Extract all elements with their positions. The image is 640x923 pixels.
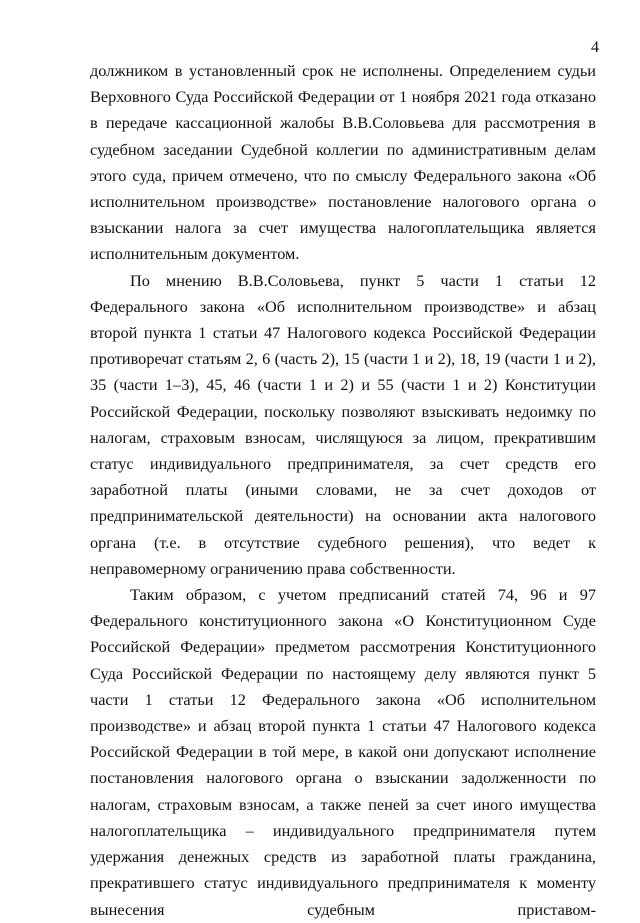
paragraph-continuation: должником в установленный срок не исполнены. Определением судьи Верховного Суда Российской Федерации от 1 ноября 2021 года отказано в передаче кассационной жалобы В.В.Соловьева для рассмотрения в судебном заседании Судебной коллегии по административным делам этого суда, причем отмечено, что по смыслу Федерального закона «Об исполнительном производстве» постановление налогового органа о взыскании налога за счет имущества налогоплательщика является исполнительным документом. bbox=[90, 61, 596, 264]
paragraph-applicant-position: По мнению В.В.Соловьева, пункт 5 части 1 статьи 12 Федерального закона «Об исполнительном производстве» и абзац второй пункта 1 статьи 47 Налогового кодекса Российской Федерации противоречат статьям 2, 6 (часть 2), 15 (части 1 и 2), 18, 19 (части 1 и 2), 35 (части 1–3), 45, 46 (части 1 и 2) и 55 (части 1 и 2) Конституции Российской Федерации, поскольку позволяют взыскивать недоимку по налогам, страховым взносам, числящуюся за лицом, прекратившим статус индивидуального предпринимателя, за счет средств его заработной платы (иными словами, не за счет доходов от предпринимательской деятельности) на основании акта налогового органа (т.е. в отсутствие судебного решения), что ведет к неправомерному ограничению права собственности. bbox=[90, 270, 596, 578]
page-number: 4 bbox=[591, 39, 599, 56]
paragraph-subject-of-review: Таким образом, с учетом предписаний статей 74, 96 и 97 Федерального конституционного закона «О Конституционном Суде Российской Федерации» предметом рассмотрения Конституционного Суда Российской Федерации по настоящему делу являются пункт 5 части 1 статьи 12 Федерального закона «Об исполнительном производстве» и абзац второй пункта 1 статьи 47 Налогового кодекса Российской Федерации в той мере, в какой они допускают исполнение постановления налогового органа о взыскании задолженности по налогам, страховым взносам, а также пеней за счет иного имущества налогоплательщика – индивидуального предпринимателя путем удержания денежных средств из заработной платы гражданина, прекратившего статус индивидуального предпринимателя к моменту вынесения судебным приставом- bbox=[90, 585, 596, 919]
document-body bbox=[90, 58, 596, 923]
